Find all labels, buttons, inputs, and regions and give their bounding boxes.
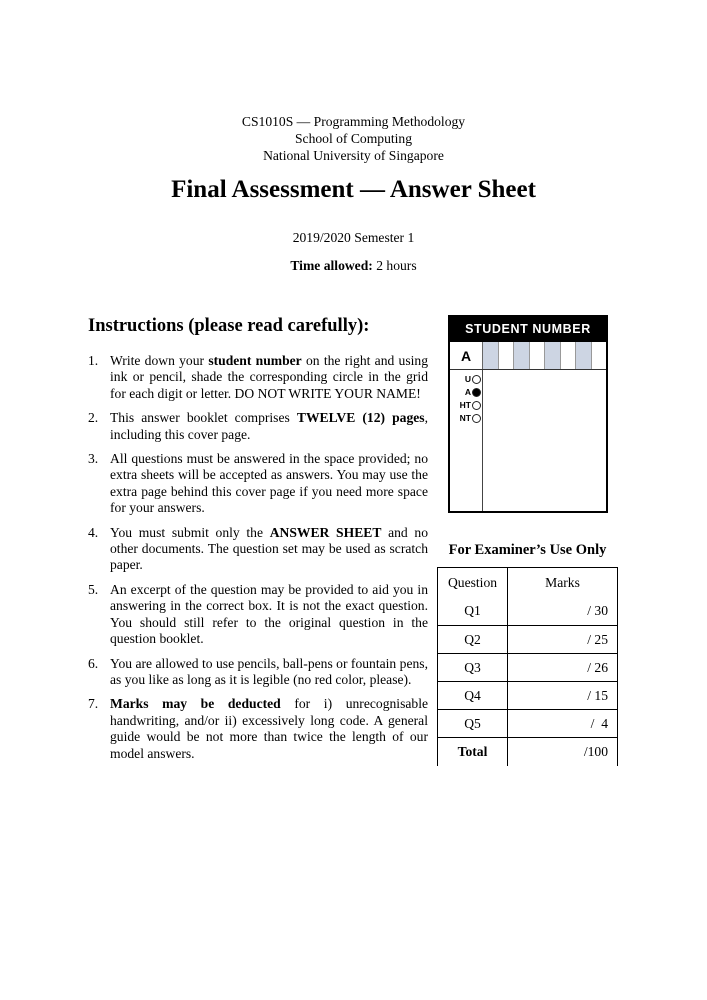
school-name: School of Computing	[294, 131, 413, 146]
instructions-section	[88, 315, 428, 770]
examiner-heading: For Examiner’s Use Only	[448, 542, 607, 558]
instruction-number: 7.	[88, 696, 99, 712]
student-number-cell-4[interactable]	[530, 342, 546, 369]
examiner-section	[437, 542, 618, 766]
question-cell: Q1	[438, 598, 508, 626]
examiner-table-body	[438, 598, 618, 766]
examiner-row-q2	[438, 626, 618, 654]
content-columns	[0, 315, 707, 770]
marks-cell: / 15	[508, 682, 618, 710]
status-options	[450, 370, 483, 511]
instruction-number: 4.	[88, 524, 99, 540]
filled-circle-icon	[472, 388, 481, 397]
examiner-row-q4	[438, 682, 618, 710]
student-number-cell-6[interactable]	[561, 342, 577, 369]
instructions-heading: Instructions (please read carefully):	[88, 316, 370, 336]
instruction-item-5	[88, 582, 428, 648]
instruction-text: You must submit only the ANSWER SHEET and no other documents. The question set may be used as scratch paper.	[110, 524, 428, 573]
marks-cell: /100	[508, 738, 618, 766]
status-option-a[interactable]	[450, 386, 482, 399]
shading-area[interactable]	[483, 370, 606, 511]
empty-circle-icon	[472, 401, 481, 410]
question-cell: Total	[438, 738, 508, 766]
time-allowed-value: 2 hours	[376, 258, 417, 273]
status-option-ht[interactable]	[450, 399, 482, 412]
time-allowed-label: Time allowed:	[290, 258, 373, 273]
semester-label: 2019/2020 Semester 1	[292, 230, 415, 245]
instruction-text: An excerpt of the question may be provided to aid you in answering in the correct box. It is not the exact question. You should still refer to the original question in the question booklet.	[110, 581, 428, 647]
instruction-number: 3.	[88, 451, 99, 467]
student-number-cell-8[interactable]	[592, 342, 607, 369]
marks-cell: / 4	[508, 710, 618, 738]
student-number-prefix: A	[450, 342, 483, 369]
student-number-cell-5[interactable]	[545, 342, 561, 369]
course-title: CS1010S — Programming Methodology	[241, 114, 466, 129]
right-column	[437, 315, 618, 766]
instruction-number: 1.	[88, 353, 99, 368]
student-number-cell-7[interactable]	[576, 342, 592, 369]
page-title: Final Assessment — Answer Sheet	[171, 176, 536, 203]
question-cell: Q2	[438, 626, 508, 654]
question-cell: Q5	[438, 710, 508, 738]
student-number-grid	[448, 315, 608, 513]
student-grid-body	[450, 370, 606, 511]
question-cell: Q4	[438, 682, 508, 710]
status-option-label: A	[464, 387, 471, 397]
instruction-number: 6.	[88, 655, 99, 671]
instruction-list	[88, 353, 428, 762]
student-number-header: STUDENT NUMBER	[450, 317, 606, 342]
question-column-header: Question	[438, 568, 508, 598]
student-number-cell-3[interactable]	[514, 342, 530, 369]
instruction-text: This answer booklet comprises TWELVE (12) pages, including this cover page.	[110, 410, 428, 442]
instruction-item-3	[88, 451, 428, 517]
examiner-row-q3	[438, 654, 618, 682]
status-option-nt[interactable]	[450, 412, 482, 425]
instruction-number: 2.	[88, 410, 99, 426]
instruction-item-2	[88, 410, 428, 443]
marks-cell: / 25	[508, 626, 618, 654]
instruction-item-1	[88, 353, 428, 402]
status-option-u[interactable]	[450, 373, 482, 386]
examiner-table	[437, 567, 618, 766]
instruction-text: Marks may be deducted for i) unrecognisable handwriting, and/or ii) excessively long code. A general guide would be not more than twice the length of our model answers.	[110, 696, 429, 761]
question-cell: Q3	[438, 654, 508, 682]
time-allowed	[0, 258, 707, 274]
instruction-number: 5.	[88, 581, 99, 597]
student-number-cell-2[interactable]	[499, 342, 515, 369]
student-number-cell-1[interactable]	[483, 342, 499, 369]
empty-circle-icon	[472, 414, 481, 423]
examiner-header-row	[438, 568, 618, 598]
empty-circle-icon	[472, 375, 481, 384]
status-option-label: HT	[459, 400, 471, 410]
instruction-item-6	[88, 656, 428, 689]
instruction-item-4	[88, 525, 428, 574]
instruction-item-7	[88, 696, 428, 762]
instruction-text: You are allowed to use pencils, ball-pens or fountain pens, as you like as long as it is legible (no red color, please).	[110, 655, 428, 687]
university-name: National University of Singapore	[263, 148, 444, 163]
status-option-label: NT	[459, 413, 471, 423]
document-header	[0, 0, 707, 274]
examiner-row-total	[438, 738, 618, 766]
examiner-row-q5	[438, 710, 618, 738]
instruction-text: All questions must be answered in the space provided; no extra sheets will be accepted as answers. You may use the extra page behind this cover page if you need more space for your answers.	[110, 451, 428, 516]
examiner-row-q1	[438, 598, 618, 626]
instruction-text: Write down your student number on the right and using ink or pencil, shade the corresponding circle in the grid for each digit or letter. DO NOT WRITE YOUR NAME!	[110, 353, 429, 401]
marks-cell: / 30	[587, 603, 608, 619]
status-option-label: U	[464, 374, 471, 384]
marks-column-header: Marks	[545, 574, 580, 590]
marks-cell: / 26	[508, 654, 618, 682]
student-number-row	[450, 342, 606, 370]
